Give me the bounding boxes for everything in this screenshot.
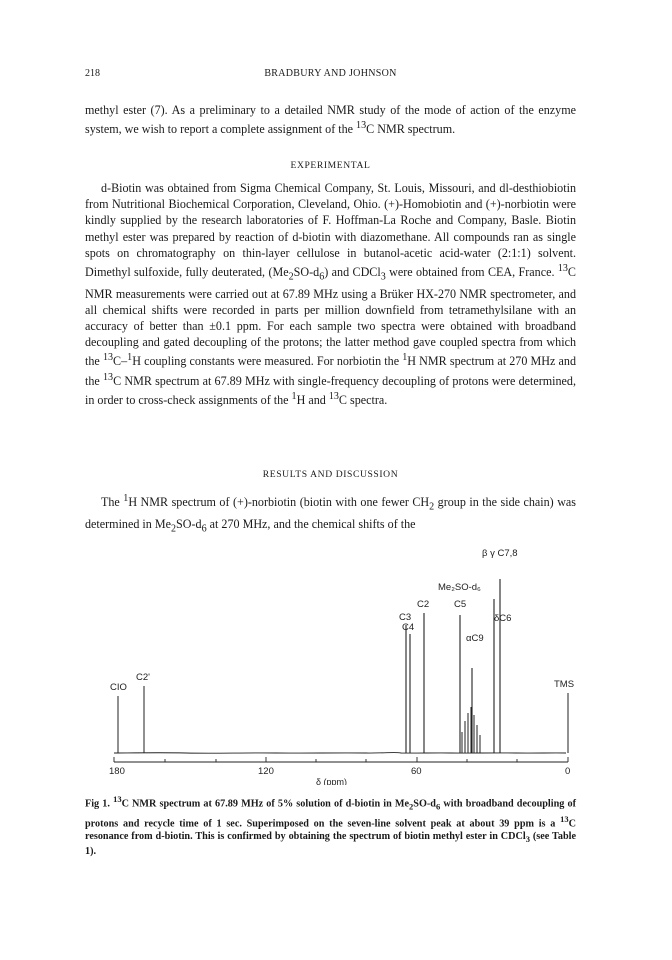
experimental-heading: EXPERIMENTAL bbox=[290, 160, 371, 171]
results-paragraph: The $^1$H NMR spectrum of (+)-norbiotin (biotin with one fewer $CH_2$ group in the side chain) was determined in $Me_2SO-d_6$ at 270 MHz, and the chemical shifts of the bbox=[85, 493, 576, 535]
results-heading: RESULTS AND DISCUSSION bbox=[262, 469, 399, 480]
running-title: BRADBURY AND JOHNSON bbox=[264, 68, 397, 79]
x-tick-label-180: 180 bbox=[109, 766, 125, 777]
label-alpha-c9: αC9 bbox=[466, 633, 484, 644]
intro-paragraph: methyl ester (7). As a preliminary to a detailed NMR study of the mode of action of the enzyme system, we wish to report a complete assignment of the $^{13}$C NMR spectrum. bbox=[85, 103, 576, 137]
experimental-paragraph: d-Biotin was obtained from Sigma Chemical Company, St. Louis, Missouri, and dl-desthiobiotin from Nutritional Biochemical Corporation, Cleveland, Ohio. (+)-Homobiotin and (+)-norbiotin were kindly supplied by the research laboratories of F. Hoffman-La Roche and Company, Basle. Biotin methyl ester was prepared by reaction of d-biotin with diazomethane. All compounds ran as single spots on chromatography on thin-layer cellulose in butanol-acetic acid-water (2:1:1) solvent. Dimethyl sulfoxide, fully deuterated, $(Me_2SO-d_6)$ and CDCl$_3$ were obtained from CEA, France. $^{13}$C NMR measurements were carried out at 67.89 MHz using a Brüker HX-270 NMR spectrometer, and all chemical shifts were recorded in parts per million downfield from tetramethylsilane with an accuracy of better than ±0.1 ppm. For each sample two spectra were obtained with broadband decoupling and gated decoupling of the protons; the latter method gave coupled spectra from which the $^{13}$C–$^1$H coupling constants were measured. For norbiotin the $^1$H NMR spectrum at 270 MHz and the $^{13}$C NMR spectrum at 67.89 MHz with single-frequency decoupling of protons were determined, in order to cross-check assignments of the $^1$H and $^{13}$C spectra. bbox=[85, 181, 576, 407]
x-tick-label-60: 60 bbox=[411, 766, 422, 777]
label-c3: C3 bbox=[399, 612, 412, 623]
label-c2: C2 bbox=[417, 599, 430, 610]
running-header bbox=[85, 68, 576, 84]
label-c5: C5 bbox=[454, 599, 467, 610]
nmr-spectrum-chart bbox=[96, 535, 576, 785]
spectrum-baseline bbox=[114, 753, 566, 754]
nmr-spectrum-figure bbox=[96, 535, 576, 790]
label-tms: TMS bbox=[554, 679, 575, 690]
figure-caption: Fig 1. $^{13}$C NMR spectrum at 67.89 MHz of 5% solution of d-biotin in $Me_2SO-d_6$ with broadband decoupling of protons and recycle time of 1 sec. Superimposed on the seven-line solvent peak at about 39 ppm is a $^{13}$C resonance from d-biotin. This is confirmed by obtaining the spectrum of biotin methyl ester in CDCl$_3$ (see Table 1). bbox=[85, 794, 577, 857]
page-number: 218 bbox=[85, 68, 100, 79]
label-c4: C4 bbox=[402, 622, 415, 633]
label-beta-gamma-c78: β γ C7,8 bbox=[482, 548, 518, 559]
label-delta-c6: δC6 bbox=[494, 613, 512, 624]
label-c10: CIO bbox=[110, 682, 127, 693]
x-tick-label-0: 0 bbox=[565, 766, 571, 777]
label-solvent: Me₂SO-d₆ bbox=[438, 582, 481, 593]
x-axis-label: δ (ppm) bbox=[316, 777, 348, 785]
label-c2-prime: C2' bbox=[136, 672, 150, 683]
x-tick-label-120: 120 bbox=[258, 766, 274, 777]
